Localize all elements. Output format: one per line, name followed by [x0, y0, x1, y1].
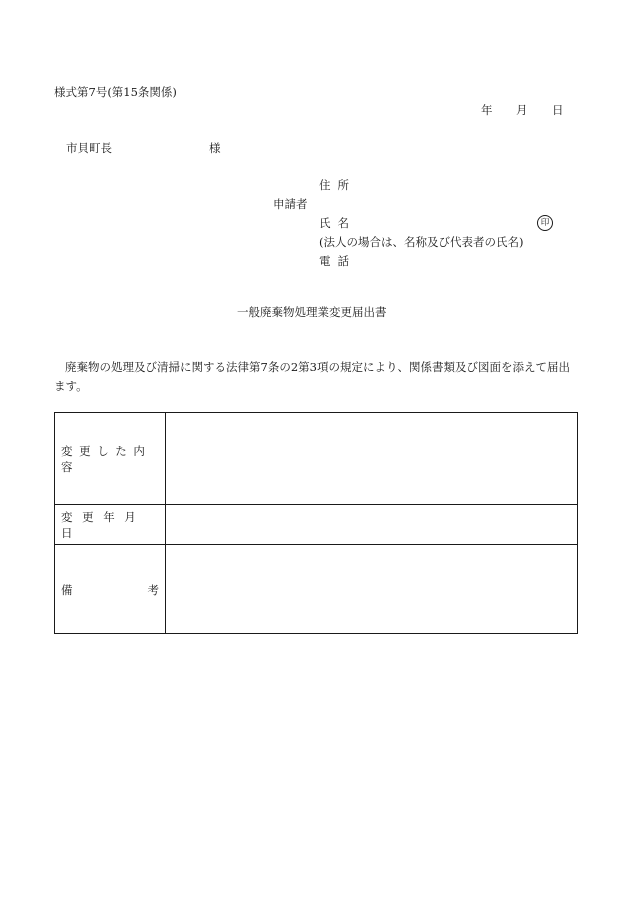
change-date-label: 変更年月日: [61, 509, 146, 540]
name-note: (法人の場合は、名称及び代表者の氏名): [319, 235, 524, 249]
remarks-label-left: 備: [61, 582, 73, 597]
table-row-remarks: [55, 544, 577, 634]
date-year-label: 年: [481, 103, 493, 117]
addressee-honorific: 様: [209, 141, 221, 155]
change-date-label-cell: [55, 505, 166, 544]
change-date-field[interactable]: [166, 505, 577, 544]
address-label: 住所: [319, 178, 356, 192]
remarks-field[interactable]: [166, 545, 577, 634]
applicant-label: 申請者: [273, 197, 308, 211]
form-number: 様式第7号(第15条関係): [54, 85, 177, 99]
form-table: [54, 412, 578, 634]
body-text-line-2: ます。: [54, 379, 88, 393]
name-label: 氏名: [319, 216, 356, 230]
table-row-change-date: [55, 504, 577, 544]
remarks-label-cell: [55, 545, 166, 634]
date-day-label: 日: [552, 103, 564, 117]
changed-content-label-cell: [55, 413, 166, 504]
phone-label: 電話: [319, 254, 356, 268]
body-text-line-1: 廃棄物の処理及び清掃に関する法律第7条の2第3項の規定により、関係書類及び図面を添えて届出: [65, 360, 570, 374]
remarks-label-right: 考: [147, 582, 159, 597]
changed-content-label: 変更した内容: [61, 443, 152, 474]
document-title: 一般廃棄物処理業変更届出書: [237, 305, 387, 319]
body-text: [54, 358, 580, 396]
changed-content-field[interactable]: [166, 413, 577, 504]
addressee-name: 市貝町長: [66, 141, 112, 155]
date-month-label: 月: [516, 103, 528, 117]
seal-mark: 印: [537, 215, 553, 231]
table-row-changed-content: [55, 413, 577, 504]
